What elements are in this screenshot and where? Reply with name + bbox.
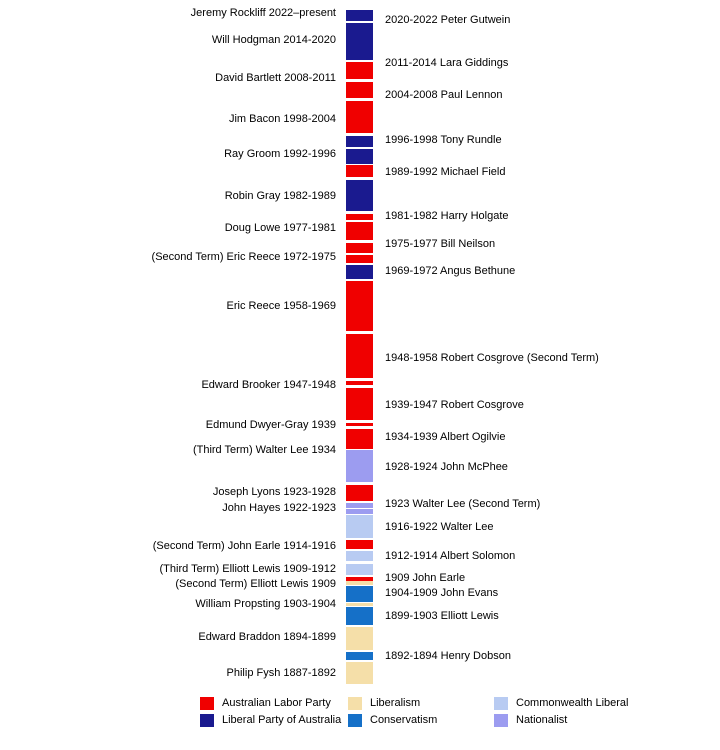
timeline-segment	[346, 180, 373, 211]
timeline-segment	[346, 429, 373, 449]
timeline-segment	[346, 243, 373, 253]
timeline-segment	[346, 62, 373, 79]
timeline-segment	[346, 281, 373, 331]
premier-label: Robin Gray 1982-1989	[224, 190, 336, 202]
premier-label: (Third Term) Walter Lee 1934	[192, 444, 336, 456]
timeline-bar	[346, 0, 373, 690]
timeline-segment	[346, 485, 373, 501]
legend-swatch	[348, 697, 362, 710]
timeline-segment	[346, 10, 373, 21]
timeline-segment	[346, 101, 373, 117]
premier-label: David Bartlett 2008-2011	[215, 72, 336, 84]
premier-label: 1909 John Earle	[385, 572, 466, 584]
legend-swatch	[200, 714, 214, 727]
premier-label: 1948-1958 Robert Cosgrove (Second Term)	[385, 352, 599, 364]
premier-label: (Second Term) Eric Reece 1972-1975	[151, 251, 336, 263]
premier-label: 1892-1894 Henry Dobson	[385, 650, 511, 662]
legend-swatch	[348, 714, 362, 727]
premier-label: 2004-2008 Paul Lennon	[385, 89, 503, 101]
timeline-segment	[346, 652, 373, 660]
timeline-segment	[346, 603, 373, 606]
premier-label: Joseph Lyons 1923-1928	[212, 486, 336, 498]
timeline-segment	[346, 607, 373, 626]
premier-label: 1975-1977 Bill Neilson	[385, 238, 496, 250]
premier-label: Eric Reece 1958-1969	[226, 300, 336, 312]
timeline-segment	[346, 586, 373, 602]
legend-label: Nationalist	[516, 714, 568, 726]
premier-label: Philip Fysh 1887-1892	[226, 667, 336, 679]
premier-label: William Propsting 1903-1904	[195, 598, 336, 610]
timeline-segment	[346, 222, 373, 241]
premier-label: Edward Brooker 1947-1948	[201, 379, 336, 391]
timeline-segment	[346, 503, 373, 508]
premier-label: Doug Lowe 1977-1981	[224, 222, 336, 234]
timeline-segment	[346, 214, 373, 220]
timeline-segment	[346, 265, 373, 279]
premier-label: 1969-1972 Angus Bethune	[385, 265, 516, 277]
timeline-segment	[346, 551, 373, 561]
premier-label: 1923 Walter Lee (Second Term)	[385, 498, 541, 510]
premier-label: 1989-1992 Michael Field	[385, 166, 506, 178]
timeline-segment	[346, 662, 373, 684]
premier-label: (Second Term) John Earle 1914-1916	[152, 540, 336, 552]
legend-label: Commonwealth Liberal	[516, 697, 629, 709]
legend-label: Australian Labor Party	[222, 697, 331, 709]
legend-label: Liberalism	[370, 697, 421, 709]
premier-label: 1904-1909 John Evans	[385, 587, 499, 599]
premier-label: 1916-1922 Walter Lee	[385, 521, 494, 533]
legend-swatch	[494, 714, 508, 727]
premier-label: 1939-1947 Robert Cosgrove	[385, 399, 524, 411]
legend-label: Liberal Party of Australia	[222, 714, 342, 726]
timeline-segment	[346, 255, 373, 263]
timeline-segment	[346, 381, 373, 386]
timeline-segment	[346, 23, 373, 32]
timeline-segment	[346, 581, 373, 585]
premier-label: 1928-1924 John McPhee	[385, 461, 508, 473]
legend-swatch	[494, 697, 508, 710]
premier-label: 2011-2014 Lara Giddings	[385, 57, 509, 69]
timeline-segment	[346, 627, 373, 650]
timeline-segment	[346, 117, 373, 133]
premier-label: John Hayes 1922-1923	[222, 502, 336, 514]
timeline-segment	[346, 423, 373, 427]
timeline-segment	[346, 32, 373, 60]
timeline-segment	[346, 165, 373, 177]
premier-label: 1934-1939 Albert Ogilvie	[385, 431, 506, 443]
timeline-segment	[346, 136, 373, 147]
premier-label: Edmund Dwyer-Gray 1939	[205, 419, 336, 431]
timeline-segment	[346, 149, 373, 164]
timeline-segment	[346, 82, 373, 99]
premier-label: (Second Term) Elliott Lewis 1909	[175, 578, 336, 590]
timeline-segment	[346, 564, 373, 576]
timeline-segment	[346, 388, 373, 420]
timeline-segment	[346, 540, 373, 549]
premier-label: Will Hodgman 2014-2020	[211, 34, 336, 46]
premier-label: Edward Braddon 1894-1899	[198, 631, 336, 643]
premier-label: (Third Term) Elliott Lewis 1909-1912	[159, 563, 336, 575]
premier-label: 1912-1914 Albert Solomon	[385, 550, 516, 562]
premier-label: 1899-1903 Elliott Lewis	[385, 610, 499, 622]
legend-label: Conservatism	[370, 714, 438, 726]
premier-label: 1996-1998 Tony Rundle	[385, 134, 502, 146]
legend-swatch	[200, 697, 214, 710]
premier-label: Jim Bacon 1998-2004	[228, 113, 336, 125]
timeline-segment	[346, 509, 373, 514]
timeline-segment	[346, 515, 373, 539]
premier-label: 2020-2022 Peter Gutwein	[385, 14, 511, 26]
timeline-segment	[346, 334, 373, 378]
premier-label: Jeremy Rockliff 2022–present	[190, 7, 336, 19]
premier-label: 1981-1982 Harry Holgate	[385, 210, 509, 222]
timeline-segment	[346, 452, 373, 482]
premier-label: Ray Groom 1992-1996	[224, 148, 336, 160]
